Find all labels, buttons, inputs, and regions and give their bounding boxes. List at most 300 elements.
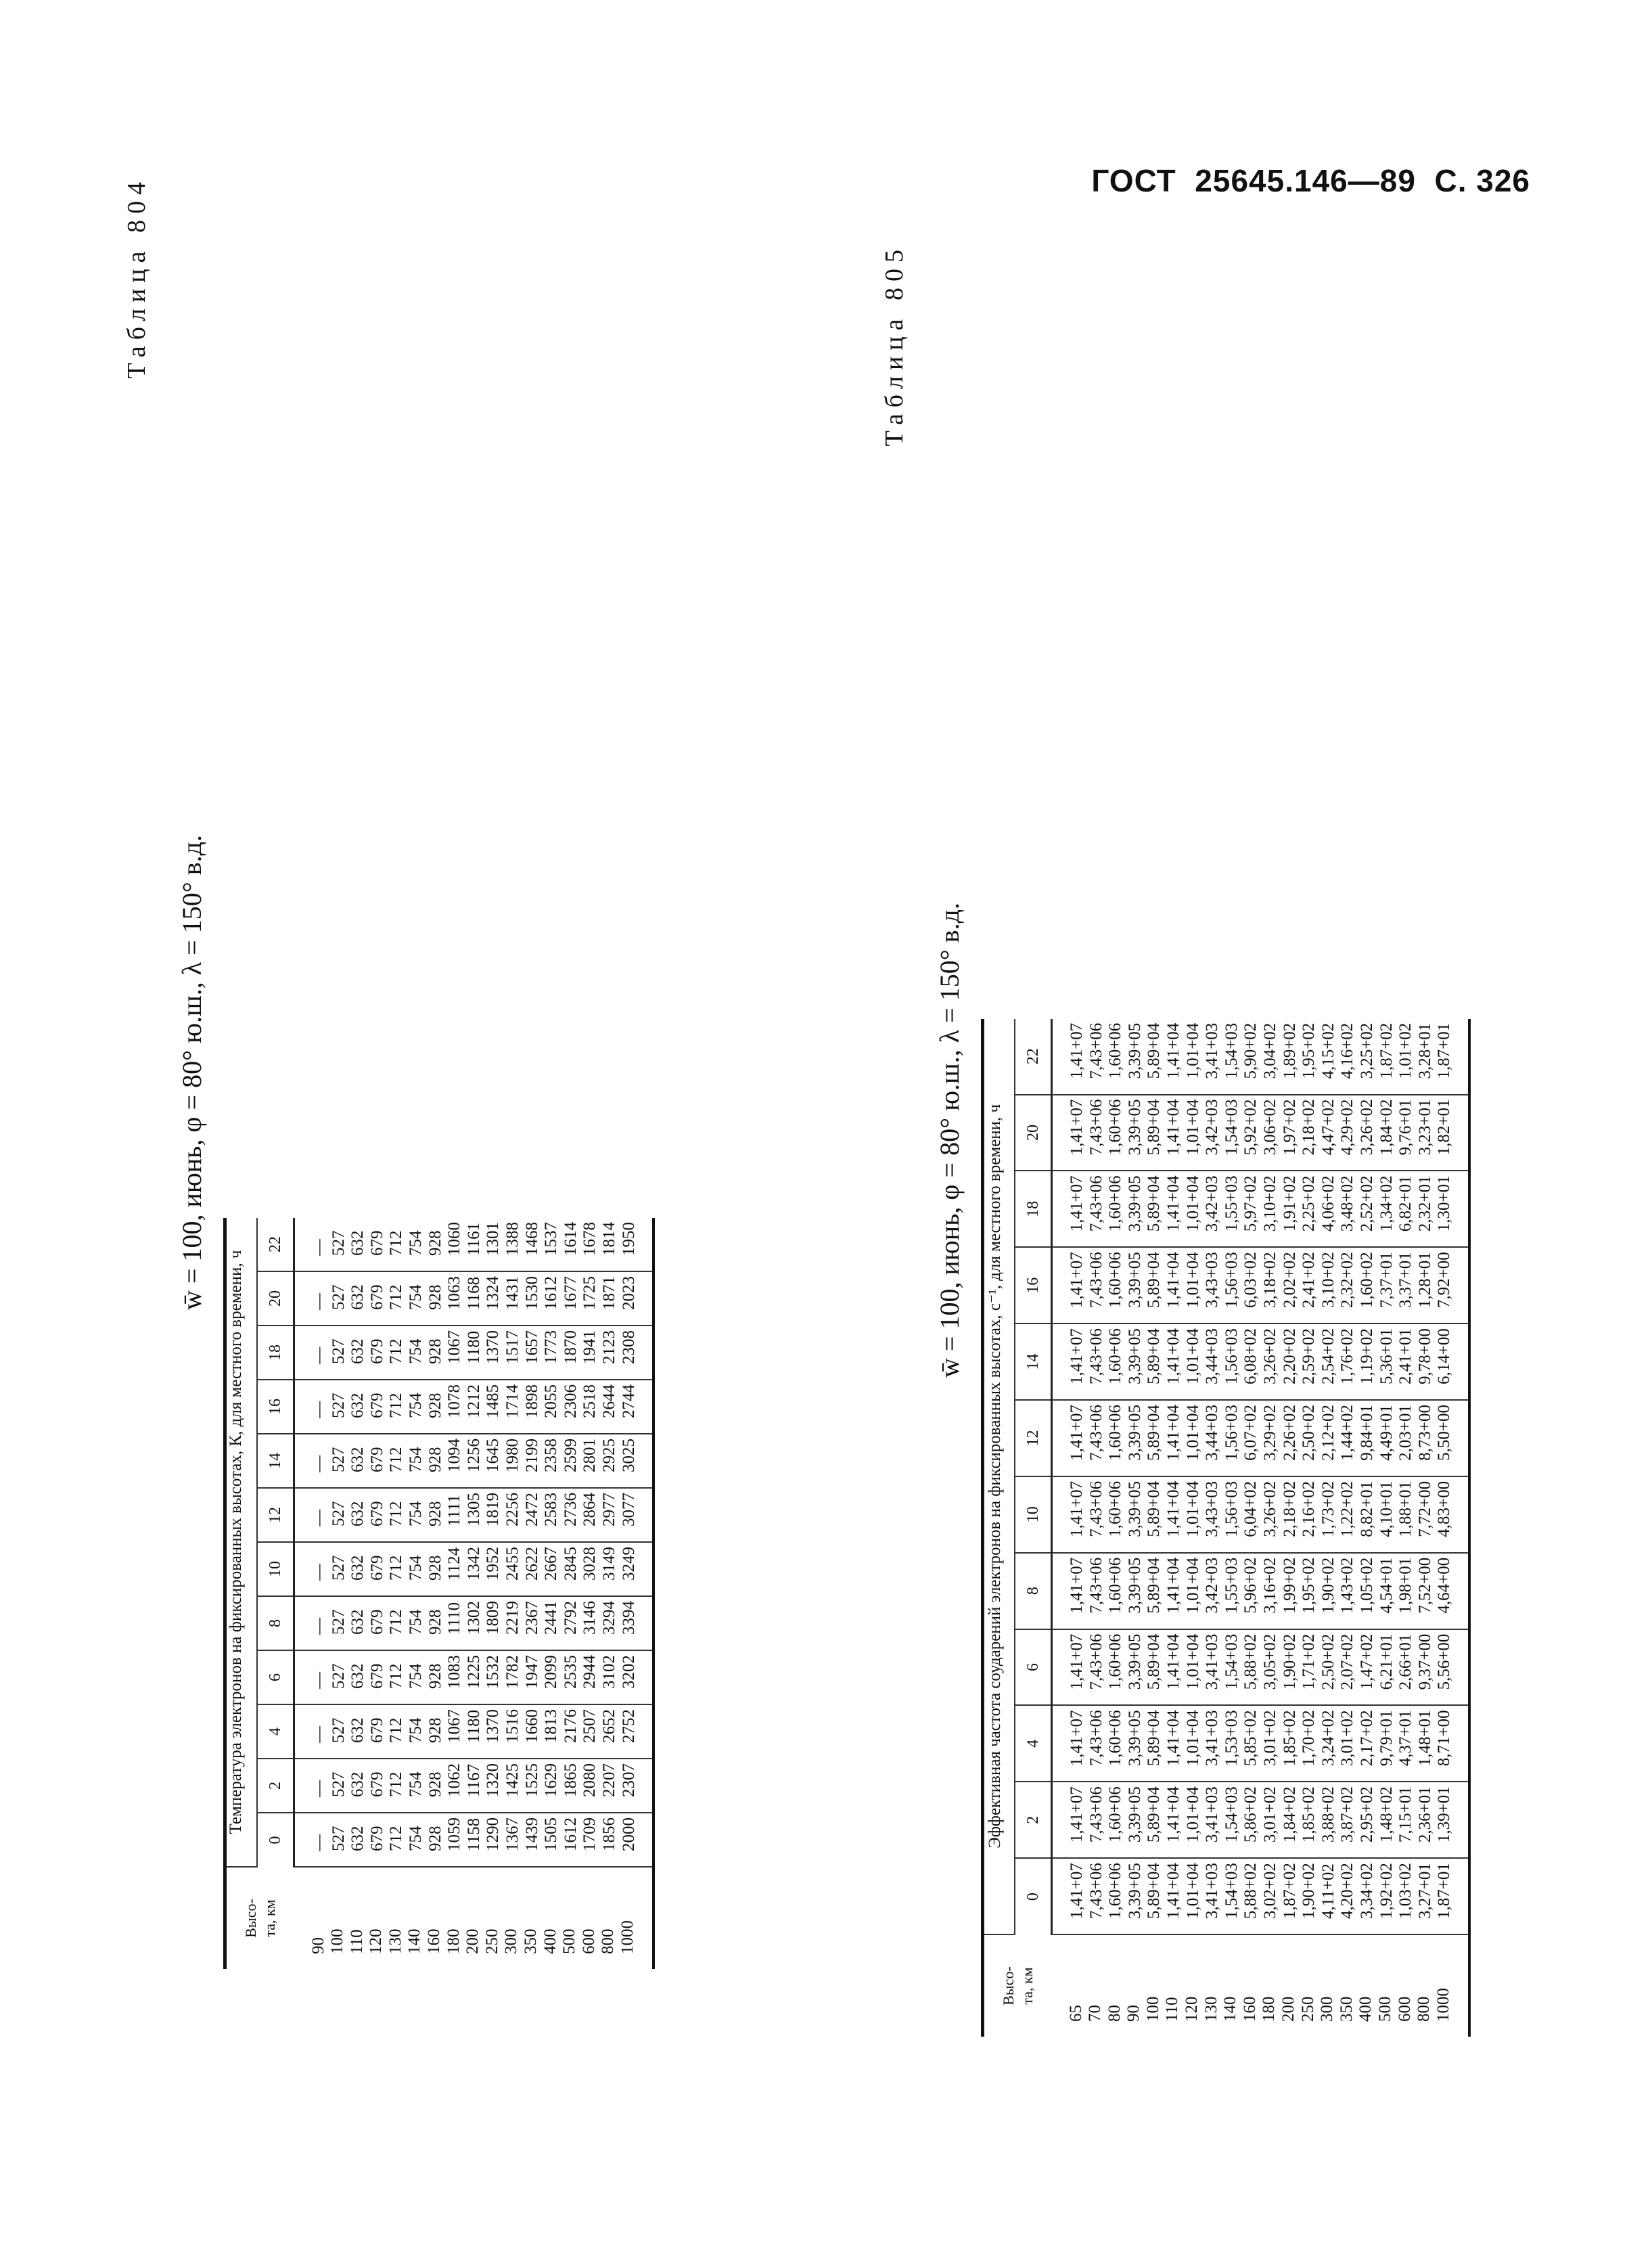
- value-cell: 1614: [561, 1222, 580, 1256]
- value-cell: 7,43+06: [1086, 1252, 1105, 1309]
- value-cell: 1660: [522, 1709, 541, 1743]
- value-cell: 3149: [599, 1547, 618, 1581]
- value-cell: 9,78+00: [1415, 1328, 1434, 1384]
- value-cell: 1,41+04: [1164, 1480, 1183, 1537]
- value-cell: —: [310, 1780, 328, 1797]
- value-cell: 679: [367, 1284, 386, 1310]
- value-cell: 1,41+07: [1068, 1633, 1086, 1690]
- value-cell: 1425: [503, 1763, 522, 1797]
- hour-header: 20: [1015, 1095, 1052, 1171]
- altitude-value: 500: [1376, 1996, 1394, 2022]
- value-cell: 1525: [522, 1763, 541, 1797]
- hour-header: 12: [1015, 1400, 1052, 1476]
- value-cell: 7,43+06: [1086, 1786, 1105, 1843]
- value-cell: 1,41+07: [1068, 1099, 1086, 1156]
- value-cell: 3,42+03: [1203, 1099, 1222, 1156]
- value-cell: 2507: [580, 1709, 599, 1743]
- quantity-caption: Температура электронов на фиксированных высотах, К, для местного времени, ч: [225, 1218, 258, 1867]
- value-cell: 4,16+02: [1338, 1022, 1357, 1079]
- value-cell: 9,37+00: [1415, 1633, 1434, 1690]
- value-cell: 1,05+02: [1357, 1557, 1376, 1614]
- value-cell: 1,39+01: [1435, 1786, 1454, 1843]
- value-cell: 1,60+06: [1106, 1252, 1125, 1309]
- value-cell: 1809: [484, 1601, 503, 1635]
- value-cell: 3,06+02: [1260, 1099, 1279, 1156]
- value-cell: 5,89+04: [1145, 1328, 1164, 1384]
- value-cell: 754: [406, 1771, 425, 1797]
- value-cell: 1,56+03: [1222, 1328, 1241, 1384]
- value-column: [1052, 1247, 1469, 1323]
- altitude-value: 180: [1260, 1996, 1279, 2022]
- value-cell: 1439: [522, 1817, 541, 1851]
- value-cell: 1,43+02: [1338, 1557, 1357, 1614]
- hour-header: 2: [257, 1759, 294, 1813]
- value-cell: 3202: [619, 1655, 638, 1689]
- value-cell: 2358: [542, 1439, 561, 1472]
- value-cell: 1,53+03: [1222, 1710, 1241, 1767]
- value-cell: 6,08+02: [1241, 1328, 1260, 1384]
- value-cell: 2219: [503, 1601, 522, 1635]
- value-cell: 4,54+01: [1377, 1557, 1396, 1614]
- value-cell: 1180: [464, 1709, 483, 1743]
- value-cell: 3,01+02: [1260, 1710, 1279, 1767]
- value-cell: 712: [387, 1555, 406, 1581]
- value-cell: 3,23+01: [1415, 1099, 1434, 1156]
- value-cell: 2,32+01: [1415, 1175, 1434, 1232]
- value-cell: 7,15+01: [1396, 1786, 1415, 1843]
- value-cell: 1,41+04: [1164, 1099, 1183, 1156]
- value-cell: 928: [426, 1717, 444, 1743]
- value-cell: 527: [329, 1663, 348, 1689]
- value-cell: 5,36+01: [1377, 1328, 1396, 1384]
- value-cell: 2055: [542, 1384, 561, 1418]
- value-cell: 1485: [484, 1384, 503, 1418]
- value-cell: 3,88+02: [1318, 1786, 1337, 1843]
- value-cell: 3,44+03: [1203, 1328, 1222, 1384]
- value-cell: 5,89+04: [1145, 1404, 1164, 1461]
- value-cell: 1782: [503, 1655, 522, 1689]
- value-cell: 1,41+07: [1068, 1557, 1086, 1614]
- value-cell: 1,54+03: [1222, 1633, 1241, 1690]
- value-cell: 1,41+04: [1164, 1328, 1183, 1384]
- value-column: [1052, 1095, 1469, 1171]
- altitude-value: 180: [444, 1928, 463, 1954]
- value-cell: 2518: [580, 1384, 599, 1418]
- value-cell: 2,50+02: [1300, 1404, 1318, 1461]
- value-column: [294, 1704, 654, 1759]
- value-cell: 2,25+02: [1300, 1175, 1318, 1232]
- value-cell: 1,87+02: [1280, 1863, 1299, 1919]
- value-cell: 2,16+02: [1300, 1480, 1318, 1537]
- value-cell: 632: [348, 1284, 367, 1310]
- value-cell: 2644: [599, 1384, 618, 1418]
- value-cell: 712: [387, 1717, 406, 1743]
- value-cell: 679: [367, 1717, 386, 1743]
- value-cell: 3077: [619, 1493, 638, 1526]
- value-cell: 1,41+04: [1164, 1863, 1183, 1919]
- value-cell: 1952: [484, 1547, 503, 1581]
- value-cell: 4,47+02: [1318, 1099, 1337, 1156]
- value-cell: 3102: [599, 1655, 618, 1689]
- altitude-value: 500: [560, 1928, 579, 1954]
- value-cell: 632: [348, 1338, 367, 1364]
- altitude-value: 800: [599, 1928, 618, 1954]
- value-cell: 1,90+02: [1318, 1557, 1337, 1614]
- value-cell: 1,41+07: [1068, 1863, 1086, 1919]
- value-cell: 928: [426, 1230, 444, 1256]
- altitude-value: 400: [1356, 1996, 1375, 2022]
- value-cell: 2752: [619, 1709, 638, 1743]
- value-cell: 1,41+07: [1068, 1022, 1086, 1079]
- value-cell: 679: [367, 1230, 386, 1256]
- value-cell: —: [310, 1618, 328, 1635]
- value-cell: 1,76+02: [1338, 1328, 1357, 1384]
- value-cell: 928: [426, 1284, 444, 1310]
- value-cell: 3,39+05: [1125, 1557, 1144, 1614]
- value-cell: 527: [329, 1771, 348, 1797]
- value-cell: 3294: [599, 1601, 618, 1635]
- page-header: ГОСТ 25645.146—89 С. 326: [1091, 163, 1530, 198]
- value-cell: 2256: [503, 1493, 522, 1526]
- value-cell: 2622: [522, 1547, 541, 1581]
- value-cell: 1,01+04: [1183, 1633, 1202, 1690]
- value-cell: 2306: [561, 1384, 580, 1418]
- value-cell: 7,72+00: [1415, 1480, 1434, 1537]
- value-cell: 1,60+06: [1106, 1175, 1125, 1232]
- value-cell: 1870: [561, 1330, 580, 1364]
- value-cell: 632: [348, 1501, 367, 1526]
- value-cell: 3,37+01: [1396, 1252, 1415, 1309]
- value-cell: 6,03+02: [1241, 1252, 1260, 1309]
- value-cell: 3,39+05: [1125, 1404, 1144, 1461]
- value-cell: 2845: [561, 1547, 580, 1581]
- value-cell: 1,19+02: [1357, 1328, 1376, 1384]
- hour-header: 20: [257, 1271, 294, 1326]
- value-cell: 1,70+02: [1300, 1710, 1318, 1767]
- value-cell: 1059: [445, 1817, 464, 1851]
- value-cell: 2123: [599, 1330, 618, 1364]
- value-cell: 1,01+04: [1183, 1404, 1202, 1461]
- value-cell: 5,56+00: [1435, 1633, 1454, 1690]
- table-condition: w̄ = 100, июнь, φ = 80° ю.ш., λ = 150° в.д.: [177, 835, 207, 1310]
- hour-header: 12: [257, 1488, 294, 1542]
- value-cell: 1,55+03: [1222, 1175, 1241, 1232]
- value-cell: 7,43+06: [1086, 1633, 1105, 1690]
- altitude-value: 1000: [1433, 1988, 1452, 2022]
- value-cell: —: [310, 1455, 328, 1472]
- value-cell: 1,01+04: [1183, 1710, 1202, 1767]
- value-cell: 1,89+02: [1280, 1022, 1299, 1079]
- value-cell: 3,25+02: [1357, 1022, 1376, 1079]
- value-cell: 2535: [561, 1655, 580, 1689]
- altitude-value: 350: [1337, 1996, 1356, 2022]
- altitude-value: 100: [328, 1928, 347, 1954]
- value-cell: 632: [348, 1447, 367, 1472]
- value-cell: 3,41+03: [1203, 1022, 1222, 1079]
- table-condition: w̄ = 100, июнь, φ = 80° ю.ш., λ = 150° в.д.: [934, 903, 965, 1378]
- value-cell: 3,01+02: [1338, 1710, 1357, 1767]
- value-cell: 3,87+02: [1338, 1786, 1357, 1843]
- altitude-value: 70: [1086, 2005, 1105, 2022]
- value-cell: 1,41+07: [1068, 1404, 1086, 1461]
- value-cell: 1,01+04: [1183, 1328, 1202, 1384]
- value-cell: —: [310, 1834, 328, 1851]
- value-cell: 3,43+03: [1203, 1480, 1222, 1537]
- value-cell: 2,07+02: [1338, 1633, 1357, 1690]
- altitude-value: 120: [1183, 1996, 1201, 2022]
- value-cell: 527: [329, 1555, 348, 1581]
- value-cell: 2207: [599, 1763, 618, 1797]
- value-cell: 712: [387, 1393, 406, 1418]
- altitude-value: 1000: [618, 1920, 637, 1954]
- value-column: [294, 1488, 654, 1542]
- value-cell: 632: [348, 1717, 367, 1743]
- value-cell: 1,47+02: [1357, 1633, 1376, 1690]
- value-cell: 5,88+02: [1241, 1633, 1260, 1690]
- hour-header: 22: [1015, 1019, 1052, 1095]
- value-cell: 754: [406, 1230, 425, 1256]
- value-cell: 3,41+03: [1203, 1786, 1222, 1843]
- table-805-block: [879, 244, 1556, 2037]
- altitude-value: 200: [1279, 1996, 1298, 2022]
- value-cell: 3,05+02: [1260, 1633, 1279, 1690]
- altitude-value: 200: [463, 1928, 482, 1954]
- value-column: [1052, 1553, 1469, 1629]
- value-cell: 2,66+01: [1396, 1633, 1415, 1690]
- value-cell: 3,10+02: [1260, 1175, 1279, 1232]
- value-cell: 1060: [445, 1222, 464, 1256]
- value-cell: 2801: [580, 1439, 599, 1472]
- value-cell: 8,71+00: [1435, 1710, 1454, 1767]
- value-cell: 5,97+02: [1241, 1175, 1260, 1232]
- value-cell: 3,39+05: [1125, 1633, 1144, 1690]
- value-cell: 1158: [464, 1817, 483, 1851]
- value-cell: 1,54+03: [1222, 1786, 1241, 1843]
- hour-header: 0: [257, 1813, 294, 1867]
- value-cell: 632: [348, 1393, 367, 1418]
- value-cell: 2000: [619, 1817, 638, 1851]
- value-cell: 3,41+03: [1203, 1863, 1222, 1919]
- value-cell: 1,90+02: [1300, 1863, 1318, 1919]
- altitude-value: 600: [579, 1928, 598, 1954]
- value-cell: 2367: [522, 1601, 541, 1635]
- value-cell: 7,43+06: [1086, 1557, 1105, 1614]
- hour-header: 8: [257, 1596, 294, 1650]
- value-cell: 7,37+01: [1377, 1252, 1396, 1309]
- value-cell: 2,41+01: [1396, 1328, 1415, 1384]
- value-cell: 1063: [445, 1276, 464, 1310]
- value-cell: 4,49+01: [1377, 1404, 1396, 1461]
- value-cell: 2744: [619, 1384, 638, 1418]
- altitude-header: Высо- та, км: [242, 1899, 278, 1938]
- altitude-value: 300: [1318, 1996, 1337, 2022]
- value-cell: 4,37+01: [1396, 1710, 1415, 1767]
- value-cell: 1947: [522, 1655, 541, 1689]
- value-cell: 1167: [464, 1763, 483, 1797]
- value-cell: 1,60+06: [1106, 1633, 1125, 1690]
- value-cell: 2925: [599, 1439, 618, 1472]
- value-cell: 1,48+02: [1377, 1786, 1396, 1843]
- value-cell: 5,89+04: [1145, 1557, 1164, 1614]
- value-cell: 754: [406, 1717, 425, 1743]
- value-cell: 712: [387, 1284, 406, 1310]
- value-cell: 754: [406, 1447, 425, 1472]
- value-cell: 754: [406, 1663, 425, 1689]
- value-cell: 3,39+05: [1125, 1099, 1144, 1156]
- value-cell: 1,60+06: [1106, 1404, 1125, 1461]
- value-cell: 3,01+02: [1260, 1786, 1279, 1843]
- value-cell: 2,20+02: [1280, 1328, 1299, 1384]
- value-cell: 1,41+04: [1164, 1404, 1183, 1461]
- value-cell: 1657: [522, 1330, 541, 1364]
- value-cell: 3394: [619, 1601, 638, 1635]
- value-cell: 928: [426, 1338, 444, 1364]
- value-cell: 1,41+04: [1164, 1022, 1183, 1079]
- value-cell: 7,43+06: [1086, 1175, 1105, 1232]
- value-cell: 1,01+04: [1183, 1175, 1202, 1232]
- altitude-column: [1052, 1934, 1469, 2037]
- value-cell: 1530: [522, 1276, 541, 1310]
- value-cell: 1388: [503, 1222, 522, 1256]
- value-cell: 3,39+05: [1125, 1480, 1144, 1537]
- value-cell: 8,82+01: [1357, 1480, 1376, 1537]
- value-cell: 7,92+00: [1435, 1252, 1454, 1309]
- value-cell: 1,87+01: [1435, 1022, 1454, 1079]
- value-cell: 4,10+01: [1377, 1480, 1396, 1537]
- value-cell: 1468: [522, 1222, 541, 1256]
- value-cell: 4,15+02: [1318, 1022, 1337, 1079]
- value-cell: 1856: [599, 1817, 618, 1851]
- value-cell: 1,56+03: [1222, 1480, 1241, 1537]
- value-cell: 1111: [445, 1494, 464, 1526]
- value-cell: 1709: [580, 1817, 599, 1851]
- value-cell: —: [310, 1347, 328, 1364]
- value-cell: —: [310, 1239, 328, 1256]
- value-cell: 1,73+02: [1318, 1480, 1337, 1537]
- value-cell: 1725: [580, 1276, 599, 1310]
- value-cell: 1629: [542, 1763, 561, 1797]
- value-cell: 1431: [503, 1276, 522, 1310]
- hour-header: 10: [257, 1542, 294, 1596]
- value-cell: 527: [329, 1826, 348, 1851]
- value-cell: 3,24+02: [1318, 1710, 1337, 1767]
- value-cell: 5,50+00: [1435, 1404, 1454, 1461]
- value-cell: 1941: [580, 1330, 599, 1364]
- value-cell: 9,76+01: [1396, 1099, 1415, 1156]
- value-cell: 1302: [464, 1601, 483, 1635]
- value-cell: 1,44+02: [1338, 1404, 1357, 1461]
- value-cell: 1819: [484, 1493, 503, 1526]
- value-cell: 5,89+04: [1145, 1175, 1164, 1232]
- value-cell: 3,39+05: [1125, 1786, 1144, 1843]
- hour-header: 18: [257, 1326, 294, 1380]
- value-cell: 4,11+02: [1318, 1863, 1337, 1919]
- value-cell: 2,18+02: [1300, 1099, 1318, 1156]
- value-cell: 928: [426, 1555, 444, 1581]
- hour-header: 8: [1015, 1553, 1052, 1629]
- value-cell: 1,41+07: [1068, 1480, 1086, 1537]
- value-cell: 1,41+04: [1164, 1786, 1183, 1843]
- hour-header: 2: [1015, 1782, 1052, 1858]
- hour-header: 4: [1015, 1705, 1052, 1782]
- value-cell: 2,36+01: [1415, 1786, 1434, 1843]
- value-cell: 1,41+04: [1164, 1175, 1183, 1232]
- value-cell: 1,87+01: [1435, 1863, 1454, 1919]
- altitude-value: 160: [425, 1928, 444, 1954]
- value-cell: 1,85+02: [1280, 1710, 1299, 1767]
- value-cell: 1,01+04: [1183, 1557, 1202, 1614]
- value-cell: 6,07+02: [1241, 1404, 1260, 1461]
- value-cell: 1645: [484, 1439, 503, 1472]
- data-table: [223, 1218, 655, 1969]
- altitude-value: 120: [367, 1928, 386, 1954]
- value-cell: 2,41+02: [1300, 1252, 1318, 1309]
- value-cell: 2,32+02: [1338, 1252, 1357, 1309]
- altitude-value: 250: [1298, 1996, 1317, 2022]
- value-cell: 2,17+02: [1357, 1710, 1376, 1767]
- value-cell: 1,88+01: [1396, 1480, 1415, 1537]
- value-cell: 5,88+02: [1241, 1863, 1260, 1919]
- value-cell: 1,01+04: [1183, 1099, 1202, 1156]
- value-cell: 5,89+04: [1145, 1099, 1164, 1156]
- value-cell: 1,60+06: [1106, 1557, 1125, 1614]
- value-cell: 928: [426, 1826, 444, 1851]
- value-cell: 2308: [619, 1330, 638, 1364]
- value-cell: 679: [367, 1555, 386, 1581]
- value-cell: 712: [387, 1663, 406, 1689]
- value-cell: 7,43+06: [1086, 1328, 1105, 1384]
- value-cell: 3,39+05: [1125, 1710, 1144, 1767]
- value-cell: 1,03+02: [1396, 1863, 1415, 1919]
- value-cell: 4,20+02: [1338, 1863, 1357, 1919]
- value-cell: 1067: [445, 1709, 464, 1743]
- hour-header: 14: [1015, 1323, 1052, 1400]
- value-cell: 3,10+02: [1318, 1252, 1337, 1309]
- value-cell: 1,60+06: [1106, 1863, 1125, 1919]
- value-cell: 1871: [599, 1276, 618, 1310]
- value-cell: 2599: [561, 1439, 580, 1472]
- value-cell: 1,60+06: [1106, 1328, 1125, 1384]
- value-column: [294, 1650, 654, 1704]
- value-cell: 632: [348, 1230, 367, 1256]
- altitude-value: 110: [347, 1929, 366, 1954]
- value-cell: 1,48+01: [1415, 1710, 1434, 1767]
- value-cell: 2176: [561, 1709, 580, 1743]
- value-cell: 527: [329, 1284, 348, 1310]
- value-cell: 754: [406, 1501, 425, 1526]
- value-cell: 1714: [503, 1384, 522, 1418]
- altitude-value: 140: [405, 1928, 424, 1954]
- table-number: Таблица 804: [122, 176, 151, 379]
- value-cell: 1,60+06: [1106, 1710, 1125, 1767]
- altitude-value: 140: [1221, 1996, 1240, 2022]
- value-cell: 928: [426, 1393, 444, 1418]
- value-cell: 1814: [599, 1222, 618, 1256]
- value-column: [1052, 1171, 1469, 1247]
- value-cell: 1,71+02: [1300, 1633, 1318, 1690]
- value-cell: 679: [367, 1447, 386, 1472]
- value-cell: 5,96+02: [1241, 1557, 1260, 1614]
- value-cell: 3,18+02: [1260, 1252, 1279, 1309]
- value-cell: 1,01+04: [1183, 1252, 1202, 1309]
- value-cell: 679: [367, 1609, 386, 1635]
- value-cell: 679: [367, 1393, 386, 1418]
- hour-header: 22: [257, 1218, 294, 1271]
- value-cell: 2652: [599, 1709, 618, 1743]
- value-cell: 1110: [445, 1602, 464, 1635]
- value-cell: 1,87+02: [1377, 1022, 1396, 1079]
- altitude-value: 300: [502, 1928, 521, 1954]
